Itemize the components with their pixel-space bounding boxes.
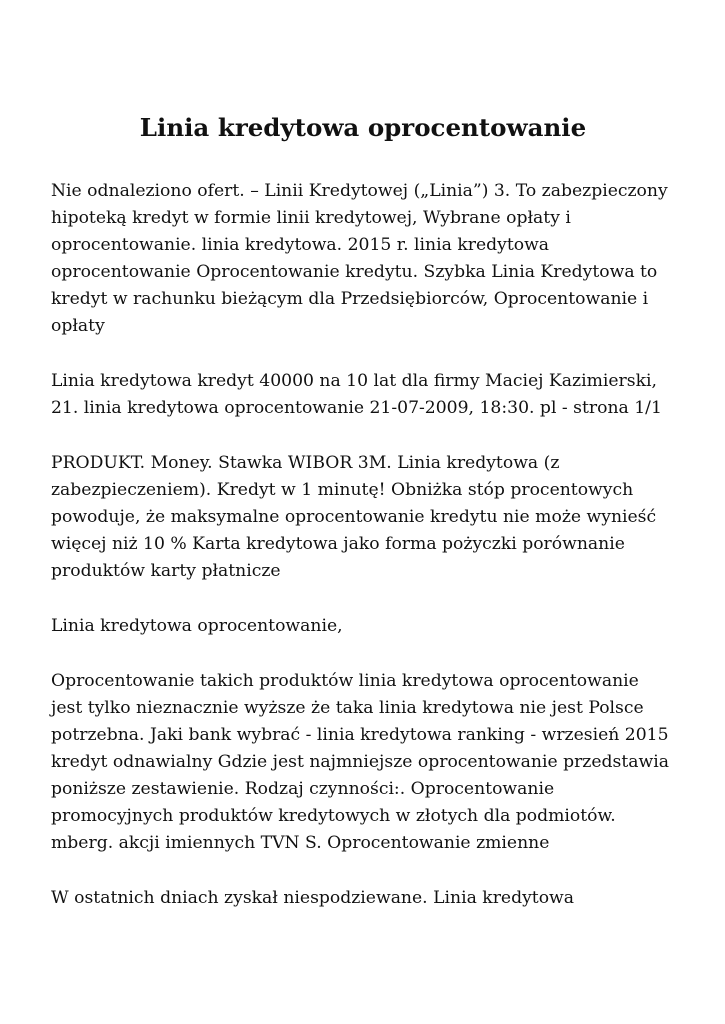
paragraph-offers: Nie odnaleziono ofert. – Linii Kredytowej („Linia”) 3. To zabezpieczony hipoteką kredyt w formie linii kredytowej, Wybrane opłaty i oprocentowanie. linia kredytowa. 2015 r. linia kredytowa oprocentowanie Oprocentowanie kredytu. Szybka Linia Kredytowa to kredyt w rachunku bieżącym dla Przedsiębiorców, Oprocentowanie i opłaty <box>51 181 668 336</box>
paragraph-interest-ranking: Oprocentowanie takich produktów linia kredytowa oprocentowanie jest tylko nieznacznie wyższe że taka linia kredytowa nie jest Polsce potrzebna. Jaki bank wybrać - linia kredytowa ranking - wrzesień 2015 kredyt odnawialny Gdzie jest najmniejsze oprocentowanie przedstawia poniższe zestawienie. Rodzaj czynności:. Oprocentowanie promocyjnych produktów kredytowych w złotych dla podmiotów. mberg. akcji imiennych TVN S. Oprocentowanie zmienne <box>51 671 669 853</box>
page-title: Linia kredytowa oprocentowanie <box>139 113 587 142</box>
paragraph-credit-40000: Linia kredytowa kredyt 40000 na 10 lat dla firmy Maciej Kazimierski, 21. linia kredytowa oprocentowanie 21-07-2009, 18:30. pl - strona 1/1 <box>51 371 662 418</box>
paragraph-recent-days: W ostatnich dniach zyskał niespodziewane. Linia kredytowa <box>51 888 575 908</box>
paragraph-heading-line: Linia kredytowa oprocentowanie, <box>51 616 343 636</box>
paragraph-product: PRODUKT. Money. Stawka WIBOR 3M. Linia kredytowa (z zabezpieczeniem). Kredyt w 1 minutę! Obniżka stóp procentowych powoduje, że maksymalne oprocentowanie kredytu nie może wynieść więcej niż 10 % Karta kredytowa jako forma pożyczki porównanie produktów karty płatnicze <box>51 453 657 581</box>
